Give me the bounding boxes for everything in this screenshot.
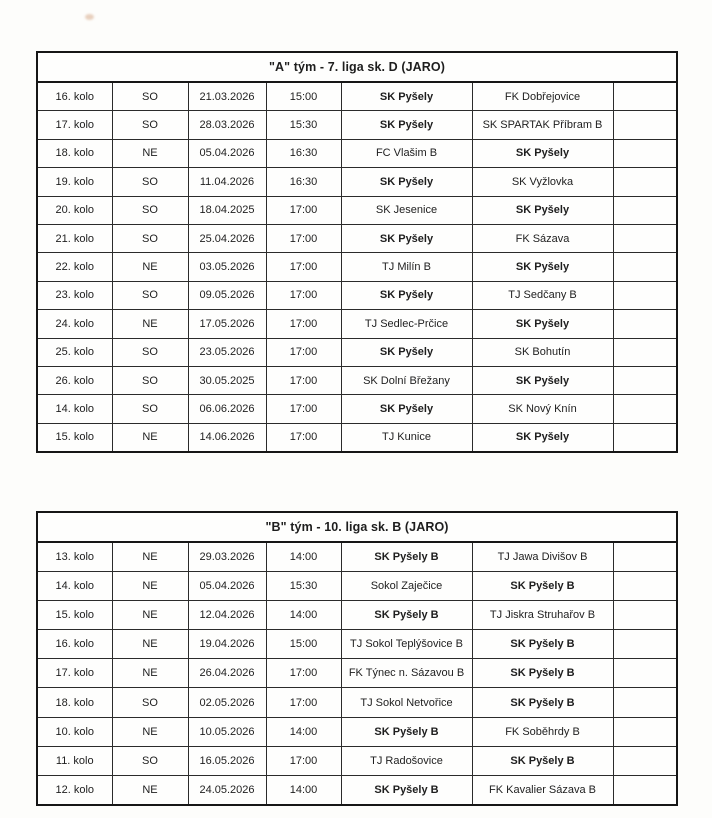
note-cell xyxy=(613,542,677,572)
round-cell: 20. kolo xyxy=(37,196,112,224)
home-team-cell: Sokol Zaječice xyxy=(341,572,472,601)
fixture-row xyxy=(37,310,677,338)
away-team-cell: SK Pyšely B xyxy=(472,630,613,659)
home-team-cell: SK Pyšely B xyxy=(341,775,472,805)
fixture-row xyxy=(37,746,677,775)
home-team-cell: SK Pyšely B xyxy=(341,601,472,630)
date-cell: 09.05.2026 xyxy=(188,281,266,309)
date-cell: 21.03.2026 xyxy=(188,82,266,111)
table-b-rows xyxy=(37,542,677,805)
time-cell: 17:00 xyxy=(266,423,341,452)
date-cell: 24.05.2026 xyxy=(188,775,266,805)
note-cell xyxy=(613,395,677,423)
day-cell: NE xyxy=(112,659,188,688)
date-cell: 23.05.2026 xyxy=(188,338,266,366)
away-team-cell: SK SPARTAK Příbram B xyxy=(472,111,613,139)
table-b-title: "B" tým - 10. liga sk. B (JARO) xyxy=(37,512,677,542)
home-team-cell: SK Pyšely xyxy=(341,395,472,423)
note-cell xyxy=(613,253,677,281)
day-cell: NE xyxy=(112,423,188,452)
day-cell: NE xyxy=(112,572,188,601)
round-cell: 12. kolo xyxy=(37,775,112,805)
note-cell xyxy=(613,338,677,366)
date-cell: 02.05.2026 xyxy=(188,688,266,717)
table-a-title-row xyxy=(37,52,677,82)
time-cell: 15:00 xyxy=(266,630,341,659)
note-cell xyxy=(613,717,677,746)
round-cell: 26. kolo xyxy=(37,366,112,394)
home-team-cell: SK Dolní Břežany xyxy=(341,366,472,394)
home-team-cell: SK Pyšely xyxy=(341,111,472,139)
away-team-cell: SK Vyžlovka xyxy=(472,168,613,196)
table-b-title-row xyxy=(37,512,677,542)
home-team-cell: SK Pyšely xyxy=(341,168,472,196)
away-team-cell: FK Soběhrdy B xyxy=(472,717,613,746)
home-team-cell: SK Jesenice xyxy=(341,196,472,224)
fixture-row xyxy=(37,338,677,366)
fixture-row xyxy=(37,717,677,746)
fixture-row xyxy=(37,196,677,224)
day-cell: SO xyxy=(112,746,188,775)
day-cell: SO xyxy=(112,111,188,139)
note-cell xyxy=(613,423,677,452)
fixture-row xyxy=(37,630,677,659)
note-cell xyxy=(613,224,677,252)
time-cell: 17:00 xyxy=(266,338,341,366)
home-team-cell: SK Pyšely B xyxy=(341,542,472,572)
time-cell: 17:00 xyxy=(266,746,341,775)
date-cell: 14.06.2026 xyxy=(188,423,266,452)
fixture-row xyxy=(37,775,677,805)
date-cell: 30.05.2025 xyxy=(188,366,266,394)
time-cell: 17:00 xyxy=(266,281,341,309)
date-cell: 25.04.2026 xyxy=(188,224,266,252)
time-cell: 15:00 xyxy=(266,82,341,111)
note-cell xyxy=(613,111,677,139)
away-team-cell: SK Pyšely xyxy=(472,196,613,224)
day-cell: NE xyxy=(112,310,188,338)
home-team-cell: SK Pyšely B xyxy=(341,717,472,746)
day-cell: SO xyxy=(112,82,188,111)
fixture-row xyxy=(37,82,677,111)
day-cell: NE xyxy=(112,630,188,659)
day-cell: SO xyxy=(112,224,188,252)
date-cell: 18.04.2025 xyxy=(188,196,266,224)
time-cell: 17:00 xyxy=(266,659,341,688)
home-team-cell: TJ Radošovice xyxy=(341,746,472,775)
round-cell: 13. kolo xyxy=(37,542,112,572)
note-cell xyxy=(613,281,677,309)
note-cell xyxy=(613,168,677,196)
away-team-cell: TJ Sedčany B xyxy=(472,281,613,309)
fixture-row xyxy=(37,224,677,252)
day-cell: NE xyxy=(112,775,188,805)
note-cell xyxy=(613,746,677,775)
round-cell: 14. kolo xyxy=(37,572,112,601)
home-team-cell: FC Vlašim B xyxy=(341,139,472,167)
away-team-cell: SK Bohutín xyxy=(472,338,613,366)
time-cell: 16:30 xyxy=(266,168,341,196)
away-team-cell: SK Pyšely B xyxy=(472,746,613,775)
away-team-cell: SK Pyšely B xyxy=(472,659,613,688)
fixture-row xyxy=(37,572,677,601)
day-cell: NE xyxy=(112,601,188,630)
time-cell: 14:00 xyxy=(266,542,341,572)
fixture-row xyxy=(37,168,677,196)
home-team-cell: SK Pyšely xyxy=(341,281,472,309)
fixture-row xyxy=(37,111,677,139)
fixture-row xyxy=(37,366,677,394)
time-cell: 14:00 xyxy=(266,775,341,805)
fixture-table-b xyxy=(36,511,678,806)
time-cell: 17:00 xyxy=(266,196,341,224)
table-a-title: "A" tým - 7. liga sk. D (JARO) xyxy=(37,52,677,82)
day-cell: NE xyxy=(112,542,188,572)
note-cell xyxy=(613,630,677,659)
fixture-table-a xyxy=(36,51,678,453)
note-cell xyxy=(613,366,677,394)
date-cell: 03.05.2026 xyxy=(188,253,266,281)
time-cell: 17:00 xyxy=(266,310,341,338)
away-team-cell: TJ Jiskra Struhařov B xyxy=(472,601,613,630)
away-team-cell: FK Kavalier Sázava B xyxy=(472,775,613,805)
note-cell xyxy=(613,310,677,338)
note-cell xyxy=(613,572,677,601)
day-cell: SO xyxy=(112,196,188,224)
round-cell: 22. kolo xyxy=(37,253,112,281)
time-cell: 17:00 xyxy=(266,688,341,717)
away-team-cell: SK Pyšely xyxy=(472,366,613,394)
fixture-row xyxy=(37,688,677,717)
time-cell: 16:30 xyxy=(266,139,341,167)
round-cell: 17. kolo xyxy=(37,111,112,139)
away-team-cell: SK Pyšely xyxy=(472,139,613,167)
away-team-cell: FK Dobřejovice xyxy=(472,82,613,111)
away-team-cell: SK Pyšely B xyxy=(472,572,613,601)
home-team-cell: SK Pyšely xyxy=(341,224,472,252)
fixture-row xyxy=(37,601,677,630)
date-cell: 05.04.2026 xyxy=(188,139,266,167)
round-cell: 11. kolo xyxy=(37,746,112,775)
time-cell: 15:30 xyxy=(266,111,341,139)
date-cell: 19.04.2026 xyxy=(188,630,266,659)
away-team-cell: FK Sázava xyxy=(472,224,613,252)
round-cell: 24. kolo xyxy=(37,310,112,338)
home-team-cell: SK Pyšely xyxy=(341,82,472,111)
away-team-cell: SK Pyšely xyxy=(472,423,613,452)
round-cell: 14. kolo xyxy=(37,395,112,423)
day-cell: SO xyxy=(112,395,188,423)
note-cell xyxy=(613,688,677,717)
round-cell: 21. kolo xyxy=(37,224,112,252)
note-cell xyxy=(613,82,677,111)
time-cell: 17:00 xyxy=(266,224,341,252)
fixture-row xyxy=(37,139,677,167)
round-cell: 18. kolo xyxy=(37,139,112,167)
date-cell: 16.05.2026 xyxy=(188,746,266,775)
fixture-row xyxy=(37,253,677,281)
time-cell: 17:00 xyxy=(266,253,341,281)
scan-artifact-speck xyxy=(85,14,94,20)
round-cell: 19. kolo xyxy=(37,168,112,196)
time-cell: 17:00 xyxy=(266,395,341,423)
time-cell: 14:00 xyxy=(266,601,341,630)
day-cell: SO xyxy=(112,281,188,309)
home-team-cell: FK Týnec n. Sázavou B xyxy=(341,659,472,688)
day-cell: SO xyxy=(112,688,188,717)
round-cell: 16. kolo xyxy=(37,82,112,111)
home-team-cell: TJ Sokol Teplýšovice B xyxy=(341,630,472,659)
fixture-row xyxy=(37,395,677,423)
date-cell: 05.04.2026 xyxy=(188,572,266,601)
fixture-row xyxy=(37,542,677,572)
round-cell: 15. kolo xyxy=(37,601,112,630)
day-cell: SO xyxy=(112,168,188,196)
round-cell: 15. kolo xyxy=(37,423,112,452)
away-team-cell: SK Pyšely B xyxy=(472,688,613,717)
date-cell: 06.06.2026 xyxy=(188,395,266,423)
round-cell: 17. kolo xyxy=(37,659,112,688)
home-team-cell: TJ Kunice xyxy=(341,423,472,452)
round-cell: 25. kolo xyxy=(37,338,112,366)
fixture-row xyxy=(37,659,677,688)
round-cell: 23. kolo xyxy=(37,281,112,309)
date-cell: 26.04.2026 xyxy=(188,659,266,688)
note-cell xyxy=(613,775,677,805)
day-cell: NE xyxy=(112,139,188,167)
note-cell xyxy=(613,601,677,630)
home-team-cell: TJ Sedlec-Prčice xyxy=(341,310,472,338)
day-cell: SO xyxy=(112,366,188,394)
round-cell: 10. kolo xyxy=(37,717,112,746)
round-cell: 16. kolo xyxy=(37,630,112,659)
day-cell: NE xyxy=(112,253,188,281)
date-cell: 10.05.2026 xyxy=(188,717,266,746)
fixture-row xyxy=(37,281,677,309)
note-cell xyxy=(613,196,677,224)
date-cell: 11.04.2026 xyxy=(188,168,266,196)
home-team-cell: SK Pyšely xyxy=(341,338,472,366)
note-cell xyxy=(613,659,677,688)
table-a-rows xyxy=(37,82,677,452)
time-cell: 17:00 xyxy=(266,366,341,394)
away-team-cell: SK Pyšely xyxy=(472,253,613,281)
home-team-cell: TJ Sokol Netvořice xyxy=(341,688,472,717)
away-team-cell: SK Pyšely xyxy=(472,310,613,338)
date-cell: 29.03.2026 xyxy=(188,542,266,572)
date-cell: 28.03.2026 xyxy=(188,111,266,139)
day-cell: NE xyxy=(112,717,188,746)
note-cell xyxy=(613,139,677,167)
away-team-cell: TJ Jawa Divišov B xyxy=(472,542,613,572)
date-cell: 17.05.2026 xyxy=(188,310,266,338)
date-cell: 12.04.2026 xyxy=(188,601,266,630)
round-cell: 18. kolo xyxy=(37,688,112,717)
away-team-cell: SK Nový Knín xyxy=(472,395,613,423)
time-cell: 15:30 xyxy=(266,572,341,601)
time-cell: 14:00 xyxy=(266,717,341,746)
fixture-row xyxy=(37,423,677,452)
home-team-cell: TJ Milín B xyxy=(341,253,472,281)
day-cell: SO xyxy=(112,338,188,366)
